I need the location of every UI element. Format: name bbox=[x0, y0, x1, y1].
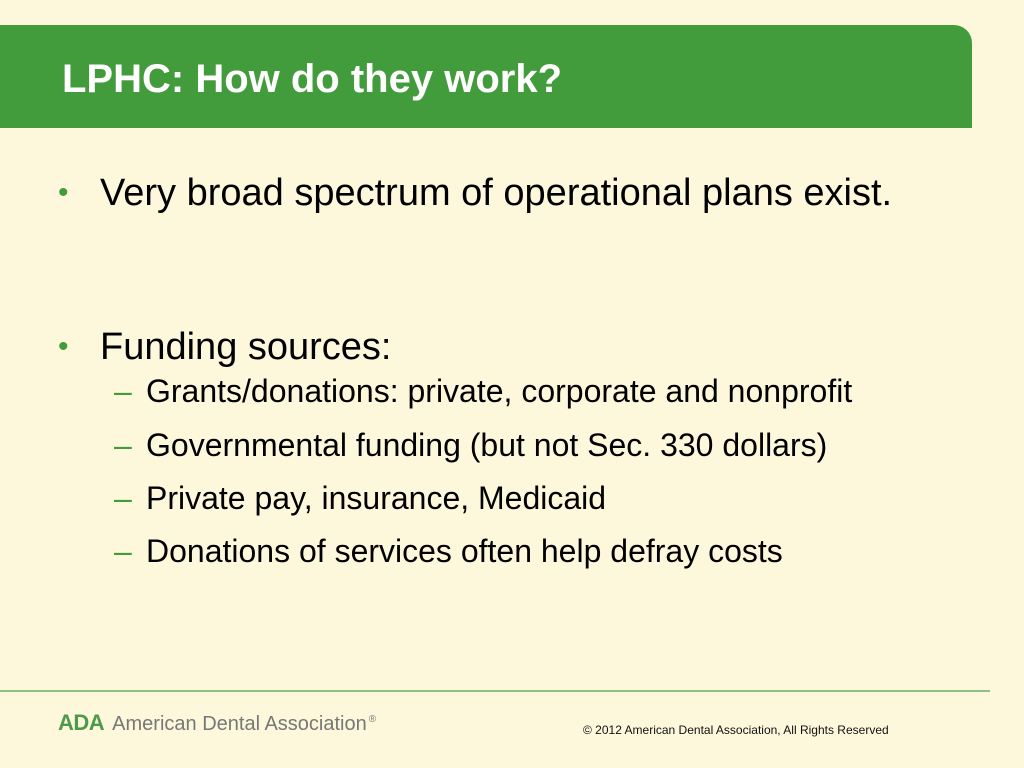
ada-logo bbox=[58, 710, 376, 736]
subbullet-text: Grants/donations: private, corporate and nonprofit bbox=[146, 373, 853, 409]
dash-marker: – bbox=[114, 373, 132, 409]
dash-marker: – bbox=[114, 480, 132, 516]
subbullet-governmental-funding bbox=[114, 424, 958, 467]
bullet-funding-sources bbox=[58, 324, 958, 370]
subbullet-text: Donations of services often help defray costs bbox=[146, 533, 783, 569]
slide-content bbox=[58, 170, 958, 573]
bullet-text: Funding sources: bbox=[100, 326, 392, 368]
bullet-spacer bbox=[58, 216, 958, 324]
slide-title: LPHC: How do they work? bbox=[62, 57, 562, 101]
dash-marker: – bbox=[114, 533, 132, 569]
copyright-notice: © 2012 American Dental Association, All Rights Reserved bbox=[583, 723, 889, 737]
bullet-operational-plans bbox=[58, 170, 958, 216]
subbullet-private-pay bbox=[114, 477, 958, 520]
bullet-marker: • bbox=[58, 176, 69, 209]
ada-logo-mark: ADA bbox=[58, 710, 105, 735]
dash-marker: – bbox=[114, 427, 132, 463]
subbullet-donations-services bbox=[114, 530, 958, 573]
subbullet-text: Private pay, insurance, Medicaid bbox=[146, 480, 607, 516]
subbullet-text: Governmental funding (but not Sec. 330 dollars) bbox=[146, 427, 828, 463]
funding-subbullets bbox=[58, 370, 958, 573]
ada-logo-name: American Dental Association bbox=[112, 713, 367, 735]
footer-divider bbox=[0, 690, 990, 692]
subbullet-grants-donations bbox=[114, 370, 958, 413]
bullet-text: Very broad spectrum of operational plans exist. bbox=[100, 172, 893, 214]
registered-mark: ® bbox=[368, 714, 377, 725]
bullet-marker: • bbox=[58, 330, 69, 363]
